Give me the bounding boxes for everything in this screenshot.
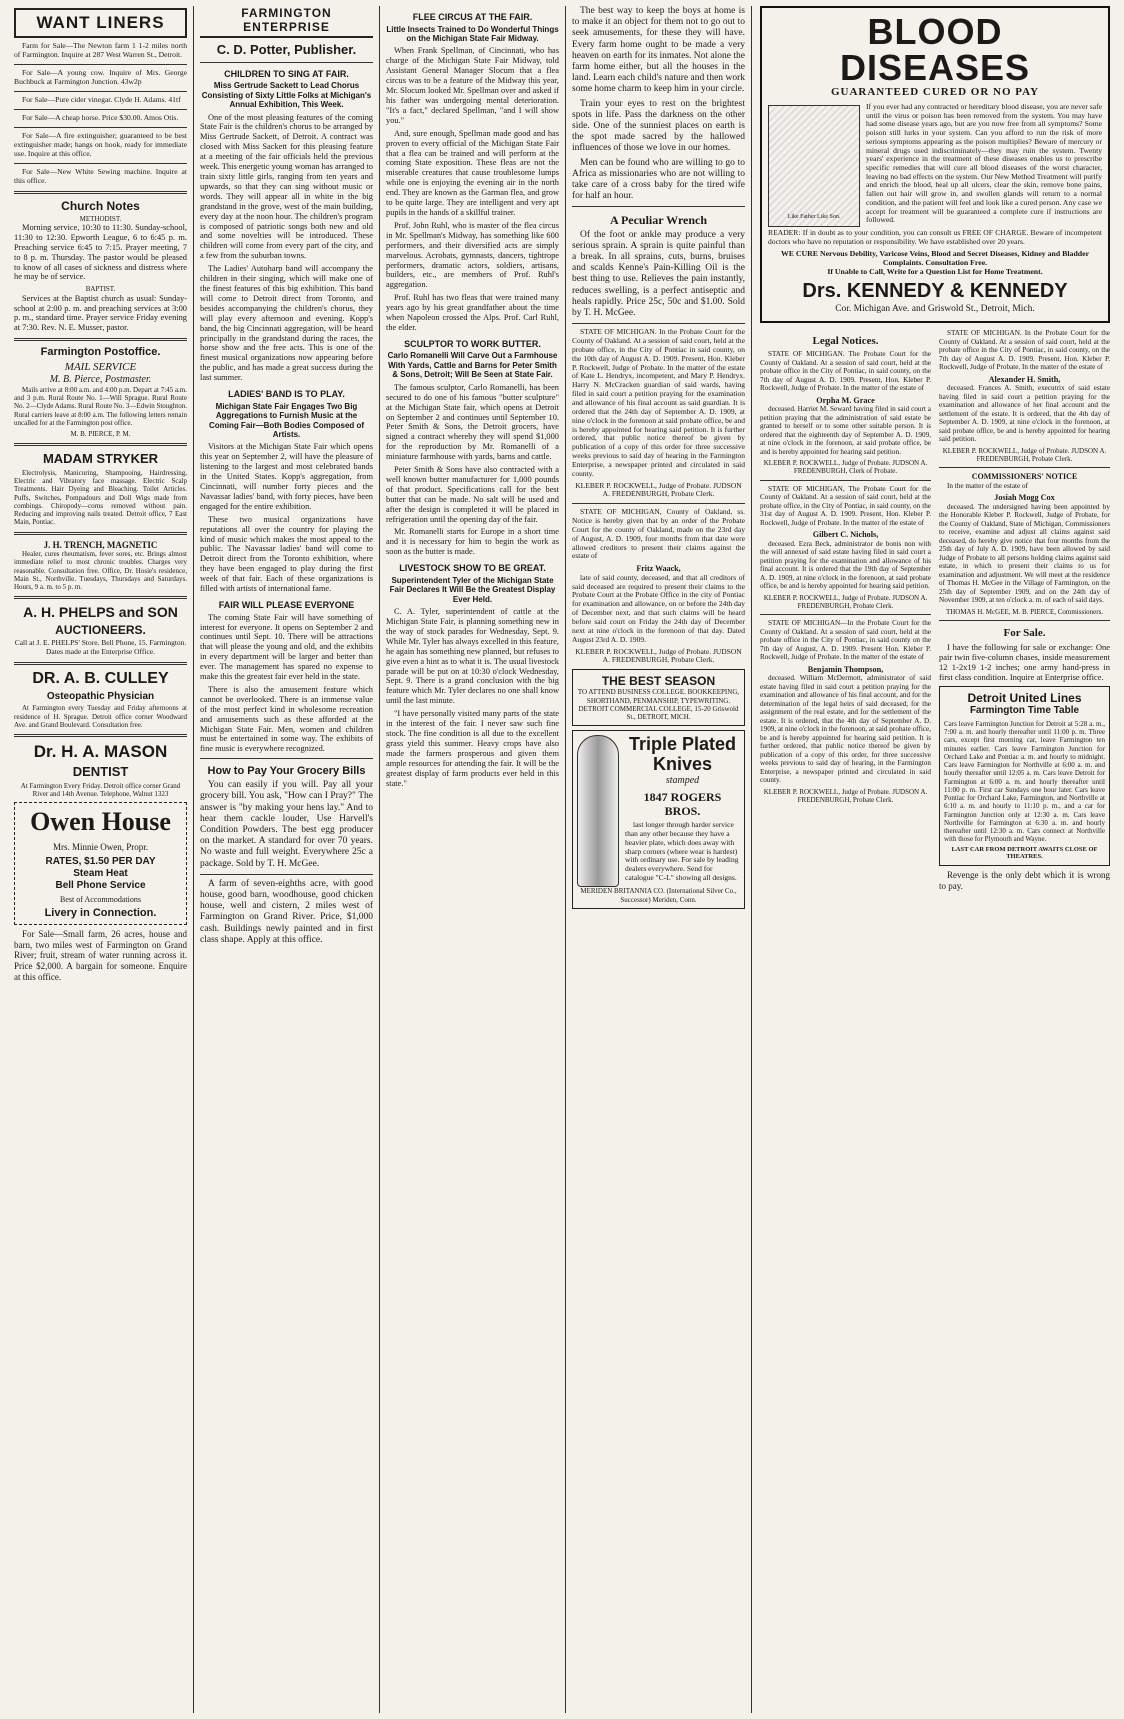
legal-area [760,329,1110,894]
legal-nichols-b: deceased. Ezra Beck, administrator de bonis non with the will annexed of said estate having filed in said court a petition praying for the examination and allowance of his final account. It is ordered that the 19th day of September A. D. 1909, at nine o'clock in the forenoon, at said probate office, be and is hereby appointed for hearing said petition. [760,539,931,591]
baptist-heading: BAPTIST. [85,285,116,294]
blood-cure: WE CURE Nervous Debility, Varicose Veins, Blood and Secret Diseases, Kidney and Bladder Complaints. Consultation Free. [780,248,1090,268]
culley-title: DR. A. B. CULLEY [32,669,169,687]
forsale-title: For Sale. [1003,626,1046,639]
legal-grace-sign: KLEBER P. ROCKWELL, Judge of Probate. JUDSON A. FREDENBURGH, Clerk of Probate. [763,459,928,476]
column-5 [752,6,1116,1713]
publisher: C. D. Potter, Publisher. [216,42,357,58]
article-sculptor-p1: The famous sculptor, Carlo Romanelli, has been secured to do one of his famous "butter sculpture" at the Michigan State fair, which opens at Detroit on September 2 and continues until September 10. Peter Smith & Sons, the Detroit grocers, have signed a contract whereby they will spend $1,000 for the reproduction by Mr. Romanelli of a miniature farmhouse with yards, barns and cattle. [386,382,559,462]
season-text: TO ATTEND BUSINESS COLLEGE. BOOKKEEPING, SHORTHAND, PENMANSHIP, TYPEWRITING. DETROIT COMMERCIAL COLLEGE, 15-20 Griswold St., DETROIT, MICH. [577,688,740,722]
legal-cox-name: Josiah Mogg Cox [994,493,1055,503]
legal-grace: STATE OF MICHIGAN. The Probate Court for the County of Oakland. At a session of said court, held at the probate office in the City of Pontiac, in said county, on the 7th day of August A. D. 1909. Present, Hon. Kleber P. Rockwell, Judge of Probate. In the matter of the estate of [760,350,931,393]
subhead-children: Miss Gertrude Sackett to Lead Chorus Consisting of Sixty Little Folks at Michigan's Annual Exhibition, This Week. [201,81,372,110]
postoffice-title: Farmington Postoffice. [40,346,161,359]
knives-sub: stamped [665,774,700,786]
want-item: Farm for Sale—The Newton farm 1 1-2 miles north of Farmington. Inquire at 287 West Warren St., Detroit. [14,41,187,59]
legal-grace-b: deceased. Harriet M. Seward having filed in said court a petition praying that the administration of said estate be granted to herself or to some other suitable person. It is ordered that the eighteenth day of September A. D. 1909, at nine o'clock in the forenoon, at said probate office, be and is hereby appointed for hearing said petition. [760,405,931,456]
want-list [14,42,187,185]
postmaster: M. B. Pierce, Postmaster. [49,374,152,386]
culley-text: At Farmington every Tuesday and Friday afternoons at residence of H. Sprague. Detroit office corner Woodward Ave. and Grand Boulevard. Consultation free. [14,704,187,729]
mason-title: Dr. H. A. MASON [33,742,168,762]
magnetic-title: J. H. TRENCH, MAGNETIC [43,539,158,550]
headline-children: CHILDREN TO SING AT FAIR. [224,68,349,79]
legal-cox-b: deceased. The undersigned having been appointed by the Honorable Kleber P. Rockwell, Judge of Probate, for the County of Oakland, State of Michigan, Commissioners to receive, examine and adjust all claims against said deceased, do hereby give notice that four months from the 25th day of July A. D. 1909, have been allowed by said Judge of Probate to all persons holding claims against said estate, in which to present their claims to us for examination and adjustment. We will meet at the residence of Thomas H. McGee in the Village of Farmington, on the 25th day of September 1909, and on the 24th day of November 1909, at ten o'clock a. m. of each of said days. [939,502,1110,605]
blood-address: Cor. Michigan Ave. and Griswold St., Detroit, Mich. [835,304,1035,315]
want-item: For Sale—New White Sewing machine. Inquire at this office. [14,166,187,185]
mail-text: Mails arrive at 8:00 a.m. and 4:00 p.m. Depart at 7:45 a.m. and 3 p.m. Rural Route No. 1—Will Sprague. Rural Route No. 2—Clyde Adams. Rural Route No. 3—Edwin Stoughton. Rural carriers leave at 8:00 a.m. The following letters remain uncalled for at the Farmington post office. [14,385,187,427]
forsale-text: I have the following for sale or exchange: One pair twin five-column chases, inside measurement 12 1-2x19 1-2 inches; one army hand-press in first class condition. Inquire at Enterprise office. [939,641,1110,682]
headline-flea: FLEE CIRCUS AT THE FAIR. [412,12,533,22]
phelps-title: A. H. PHELPS and SON [23,604,178,621]
owen-rates: RATES, $1.50 PER DAY [45,856,156,868]
knives-title: Triple Plated Knives [628,734,737,775]
detroit-last: LAST CAR FROM DETROIT AWAITS CLOSE OF THEATRES. [951,845,1098,861]
headline-wrench: A Peculiar Wrench [609,213,708,228]
article-fair-p1: The coming State Fair will have something of interest for everyone. It opens on September 2 and continues until Sept. 10. There will be attractions that will please the young and old, and the exhibits in every department will be larger and better than ever. The management has spared no expense to make this the greatest fair ever held in the state. [200,612,373,682]
knives-maker: MERIDEN BRITANNIA CO. (International Silver Co., Successor) Meriden, Conn. [580,887,737,904]
bright-spots-text: Train your eyes to rest on the brightest spots in life. Pass the darkness on the other side. One of the sunniest places on earth is the spot made sacred by the hallowed influences of those we love in our homes. [572,98,745,154]
knives-text: last longer through harder service than any other because they have a heavier plate, which does away with sharp corners (where wear is hardest) with ordinary use. For sale by leading dealers everywhere. Send for catalogue "C-L" showing all designs. [625,820,739,883]
stryker-text: Electrolysis, Manicuring, Shampooing, Hairdressing, Electric and Vibratory face massage. Electric Scalp Treatments. Hair Dyeing and Bleaching. Toilet Articles. Puffs, Switches, Pompadours and Doll Wigs made from combings. Chiropody—corns removed without pain. Reducing and improving nails treated. Detroit office, 7 East Main, Pontiac. [14,468,187,527]
grocery-text: You can easily if you will. Pay all your grocery bill. You ask, "How can I Pray?" The answer is "by making your hens lay." And to hear them cackle louder, Use Harvell's Condition Powders. The best egg producer on the market. A standard for over 70 years. No waste and full weight. Everywhere 25c a package. Sold by T. H. McGee. [200,780,373,869]
boys-home-text: The best way to keep the boys at home is to make it an object for them not to go out to seek amusements, for these they will have. Every farm home ought to be made a very heaven on earth for its inmates. Not alone the farm home either, but all the houses in the land. Learn each child's nature and then work some home charm to keep him in your circle. [572,6,745,95]
legal-nichols: STATE OF MICHIGAN, The Probate Court for the County of Oakland. At a session of said court, held at the probate office, in the City of Pontiac, in said county, on the 31st day of August A. D. 1909. Present, Hon. Kleber P. Rockwell, Judge of Probate. In the matter of the estate of [760,484,931,527]
article-children-p2: The Ladies' Autoharp band will accompany the children in their singing, which will make one of the finest features of this big exhibition. This band will come to Detroit direct from Toronto, and besides accompanying the children's chorus, they will play every afternoon and evening. Kopp's band, the big Cincinnati aggregation, will be heard principally in the grandstand during the races, the horse show and the free acts. This is one of the finest musical organizations now appearing before the public, and has made a great success during the last summer. [200,264,373,383]
blood-doctors: Drs. KENNEDY & KENNEDY [802,280,1068,303]
column-3 [380,6,566,1713]
subhead-flea: Little Insects Trained to Do Wonderful Things on the Michigan State Fair Midway. [386,24,559,44]
legal-grace-name: Orpha M. Grace [816,395,875,405]
legal-cox-sign: THOMAS H. McGEE, M. B. PIERCE, Commissioners. [945,607,1104,616]
legal-cox: In the matter of the estate of [947,481,1029,490]
article-flea-p1: When Frank Spellman, of Cincinnati, who has charge of the Michigan State Fair Midway, told Assistant General Manager Slocum that a flea circus was to be a feature of the Midway this year, Mr. Slocum looked Mr. Spellman over and asked if his father was undergoing mental deterioration. "It's a fact," declared Spellman, "and I will show you." [386,46,559,125]
rogers-knives-ad [572,730,745,909]
headline-grocery: How to Pay Your Grocery Bills [207,765,366,778]
commissioners-title: COMMISSIONERS' NOTICE [971,472,1078,482]
blood-sub: GUARANTEED CURED OR NO PAY [830,86,1040,98]
revenge-text: Revenge is the only debt which it is wrong to pay. [939,869,1110,891]
owen-steam: Steam Heat [73,868,128,880]
legal-nichols-sign: KLEBER P. ROCKWELL, Judge of Probate. JUDSON A. FREDENBURGH, Probate Clerk. [763,593,928,610]
legal-waack: STATE OF MICHIGAN, County of Oakland, ss. Notice is hereby given that by an order of the Probate Court for the county of Oakland, made on the 23rd day of August, A. D. 1909, four months from that date were allowed creditors to present their claims against the estate of [572,507,745,561]
detroit-text: Cars leave Farmington Junction for Detroit at 5:28 a. m., 7:00 a. m. and hourly thereafter until 11:00 p. m. Three cars, except first morning car, leave Farmington ten minutes earlier. Cars leave Farmington Junction for Orchard Lake and Pontiac a. m. and hourly to midnight. Cars leave Farmington for Northville at 6:00 a. m. and hourly thereafter until 12:05 a. m. Cars leave Detroit for Farmington at 6:00 a. m. and hourly thereafter until 11:00 p. m. First car Sundays one hour later. Cars leave Pontiac for Orchard Lake, Farmington, and Northville at 6:10 a. m. and hourly to 11:10 p. m., and a car for Farmington Junction only at 12:30 a. m. Cars leave Northville for Farmington at 6:30 a. m. and hourly thereafter until 12:30 a. m. Cars connect at Northville with those for Plymouth and Wayne. [944,719,1105,844]
want-item: For Sale—A cheap horse. Price $30.00. Amos Otis. [22,112,179,122]
subhead-ladies-band: Michigan State Fair Engages Two Big Aggregations to Furnish Music at the Coming Fair—Both Bodies Composed of Artists. [208,401,365,439]
blood-reader: READER: If in doubt as to your condition, you can consult us FREE OF CHARGE. Beware of incompetent doctors who have no reputation or responsibility. We have established over 20 years. [768,227,1102,246]
missionaries-text: Men can be found who are willing to go to Africa as missionaries who are not willing to take care of a cross baby for the tired wife for half an hour. [572,157,745,202]
owen-livery: Livery in Connection. [44,907,157,920]
knives-brand: 1847 ROGERS BROS. [643,789,722,818]
phelps-text: Call at J. E. PHELPS' Store. Bell Phone, 15. Farmington. Dates made at the Enterprise Office. [14,638,187,656]
baptist-text: Services at the Baptist church as usual: Sunday-school at 2:00 p. m. and preaching services at 3:00 p. m., standard time. Prayer service Friday evening at 7:30. Rev. N. E. Musser, pastor. [14,293,187,333]
article-band-p2: These two musical organizations have reputations all over the country for playing the kind of music which makes the most appeal to the public. The Navassar ladies' band will come to Detroit direct from the Toronto exhibition, where they have been engaged to play during the first week of that fair. Each of these organizations is filled with artists of international fame. [200,514,373,594]
article-livestock-p1: C. A. Tyler, superintendent of cattle at the Michigan State Fair, is planning something new in the way of stock parades for Wednesday, Sept. 9. While Mr. Tyler has always excelled in this feature, he again has something new planned, but refuses to give even a hint as to what it is. The usual livestock parade will be put on at 10:30 o'clock Wednesday, Sept. 9. There is a grand conclusion with the big feature which Mr. Tyler declares no one shall know until the last minute. [386,607,559,706]
headline-ladies-band: LADIES' BAND IS TO PLAY. [228,389,345,400]
want-item: For Sale—A fire extinguisher; guaranteed to be best extinguisher made; hangs on hook, ready for immediate use. Inquire at this office. [14,130,187,158]
headline-fair-please: FAIR WILL PLEASE EVERYONE [218,599,355,610]
farm-sale: For Sale—Small farm, 26 acres, house and barn, two miles west of Farmington on Grand River; fruit, stream of water running across it. Price $2,000. A bargain for someone. Enquire at this office. [14,929,187,982]
legal-thompson-sign: KLEBER P. ROCKWELL, Judge of Probate. JUDSON A. FREDENBURGH, Probate Clerk. [763,787,928,804]
subhead-sculptor: Carlo Romanelli Will Carve Out a Farmhouse With Yards, Cattle and Barns for Peter Smith & Sons, Detroit; Will Be Seen at State Fair. [387,351,558,380]
article-band-p1: Visitors at the Michigan State Fair which opens this year on September 2, will have the pleasure of listening to the largest and most celebrated bands in the United States. Kopp's aggregation, from Cincinnati, will number forty pieces and the Navassar ladies' band, with forty pieces, have been engaged for the entire exhibition. [200,442,373,511]
legal-thompson-name: Benjamin Thompson, [807,664,884,674]
headline-livestock: LIVESTOCK SHOW TO BE GREAT. [399,563,546,574]
article-children-p1: One of the most pleasing features of the coming State Fair is the children's chorus to be arranged by Miss Gertrude Sackett, of Detroit. A contract was closed with Miss Sackett for this pleasing feature at a meeting of the fair officials held the previous week. This energetic young woman has arranged to train sixty little girls, ranging from ten years and upwards, so that they can sing without music or words. They will appear all in white in the big grandstand in the grove, west of the main building, every day at the noon hour. The children's program is composed of patriotic songs both new and old and some novelties will be introduced. These children will come from every part of the city, and a few from the suburban towns. [200,112,373,261]
column-2 [194,6,380,1713]
knife-icon [577,735,619,887]
stryker-title: MADAM STRYKER [42,451,159,467]
column-4 [566,6,752,1713]
portrait-illustration [768,105,860,227]
blood-diseases-ad [760,6,1110,323]
magnetic-text: Healer, cures rheumatism, fever sores, etc. Brings almost immediate relief to most chronic troubles. Charges very reasonable. Consultation free. Office, Dr. Hosie's residence, Main St., Northville. Tuesdays, Thursdays and Saturdays. Hours, 9 a. m. to 5 p. m. [14,550,187,592]
owen-best: Best of Accommodations [60,894,141,904]
headline-sculptor: SCULPTOR TO WORK BUTTER. [404,338,541,349]
legal-smith-b: deceased. Frances A. Smith, executrix of said estate having filed in said court a petition praying for the examination and allowance of her final account and the settlement of the estate. It is ordered, that the 4th day of September A. D. 1909, at nine o'clock in the forenoon, at said probate office, be and is hereby appointed for hearing said petition. [939,384,1110,444]
legal-thompson-b: deceased. William McDermott, administrator of said estate having filed in said court a petition praying for the examination and allowance of his final account, and for the determination of the legal heirs of said deceased, for the assignment of the real estate, and for the settlement of the estate. It is ordered, that the 4th day of September A. D. 1909, at nine o'clock in the forenoon, at said probate office, be and is hereby appointed for hearing said petition. It is further ordered, that public notice thereof be given by publication of a copy of this order, for three successive weeks previous to said day of hearing, in the Farmington Enterprise, a newspaper printed and circulated in said county. [760,674,932,785]
blood-question: If Unable to Call, Write for a Question List for Home Treatment. [827,267,1043,277]
owen-prop: Mrs. Minnie Owen, Propr. [53,841,148,852]
season-title: THE BEST SEASON [601,674,716,689]
article-flea-p2: And, sure enough, Spellman made good and has proven to every official of the Michigan State Fair that a flea can be trained and will perform at the coming State exposition. These fleas are not the miserable creatures that cause troublesome lumps while one is enjoying the evening air in the north end. They are known as the Garman flea, and grow to be quite large. They are intelligent and very apt pupils in the hands of a skillful trainer. [386,128,559,217]
article-flea-p3: Prof. John Ruhl, who is master of the flea circus in Mr. Spellman's Midway, has something like 600 performers, and their diversified acts are simply marvelous. Acrobats, gymnasts, dancers, tightrope performers, dramatic actors, soldiers, artisans, builders, etc., are members of Prof. Ruhl's aggregation. [386,220,559,290]
legal-hendryx-sign: KLEBER P. ROCKWELL, Judge of Probate. JUDSON A. FREDENBURGH, Probate Clerk. [575,480,742,499]
legal-waack-b: late of said county, deceased, and that all creditors of said deceased are required to present their claims to the Probate Court at the Probate Office in the city of Pontiac for examination and allowance, on or before the 24th day of December next, and that such claims will be heard before said court on Friday the 24th day of December next at nine o'clock in the forenoon of that day. Dated August 23rd A. D. 1909. [572,572,745,644]
want-item: For Sale—A young cow. Inquire of Mrs. George Buchbuck at Farmington Junction. 43w2p [14,67,187,86]
owen-phone: Bell Phone Service [55,879,146,891]
portrait-caption: Like Father Like Son. [787,213,841,220]
methodist-text: Morning service, 10:30 to 11:30. Sunday-school, 11:30 to 12:30. Epworth League, 6 to 6:45 p. m. Preaching service 6:45 to 7:15. Prayer meeting, 7 to 8 p. m. Thursday. The pastor would be pleased to know of all cases of sickness and distress where he may be of service. [14,222,187,282]
farm-ad: A farm of seven-eighths acre, with good house, good barn, woodhouse, good chicken house, well and cistern, 2 miles west of Farmington on Grand River. Price, $1,000 cash. Buildings newly painted and in first class shape. Apply at this office. [200,878,373,945]
blood-text: If you ever had any contracted or hereditary blood disease, you are never safe until the virus or poison has been removed from the system. You may have had some disease years ago, but are you now free from all symptoms? Some poison still lurks in your system. Can you afford to run the risk of more serious symptoms appearing as the poison multiplies? Beware of mercury or mineral drugs used indiscriminately—they may ruin the system. Twenty years' experience in the treatment of these diseases enables us to prescribe specific remedies that will cure all blood diseases of the worst character, leaving no bad effects on the system. Our New Method Treatment will purify and enrich the blood, heal up all ulcers, clear the skin, remove bone pains, fallen out hair will grow in, and swollen glands will return to a normal condition, and the patient will feel and look like a cured person. Any case we accept for treatment will be guaranteed a complete cure if instructions are followed. [866,101,1102,225]
column-1 [8,6,194,1713]
legal-waack-name: Fritz Waack, [636,564,681,574]
mail-service: MAIL SERVICE [64,361,137,374]
legal-notices-title: Legal Notices. [812,335,879,348]
article-sculptor-p2: Peter Smith & Sons have also contracted with a well known butter manufacturer for 1,000 pounds of that product. Specifications call for the best butter that can be made. No salt will be used and after the design is completed it will be placed in refrigeration until the opening day of the fair. [386,465,559,524]
mason-sub: DENTIST [72,764,129,780]
owen-house-ad [14,802,187,925]
want-liners-title: WANT LINERS [14,8,187,38]
mason-text: At Farmington Every Friday. Detroit office corner Grand River and 14th Avenue. Telephone, Walnut 1323 [20,781,181,798]
legal-thompson: STATE OF MICHIGAN—In the Probate Court for the County of Oakland. At a session of said court, held at the probate office in the City of Pontiac, in said county on the 7th day of August, A. D. 1909. Present Hon. Kleber P. Rockwell, Judge of Probate. In the matter of the estate of [760,619,931,662]
legal-smith: STATE OF MICHIGAN. In the Probate Court for the County of Oakland. At a session of said court, held at the probate office in the City of Pontiac, in said county, on the 7th day of August A. D. 1909. Present, Hon. Kleber P. Rockwell, Judge of Probate. In the matter of the estate of [939,329,1110,372]
detroit-title: Detroit United Lines [967,690,1082,705]
legal-nichols-name: Gilbert C. Nichols, [812,530,879,540]
article-flea-p4: Prof. Ruhl has two fleas that were trained many years ago by his great grandfather about the time when Napoleon crossed the Alps. Prof. Carl Ruhl, the elder. [386,293,559,332]
article-livestock-p2: "I have personally visited many parts of the state in the interest of the fair. I never saw such fine stock. The fine condition is all due to the excellent grass yield this summer. Heavy crops have also made the farmers prosperous and given them ample resources for attending the fair. It will be the greatest display of farm products ever held in this state." [386,709,559,788]
article-sculptor-p3: Mr. Romanelli starts for Europe in a short time and it is necessary for him to begin the work as soon as the butter is made. [386,527,559,557]
owen-title: Owen House [30,807,171,837]
legal-hendryx: STATE OF MICHIGAN. In the Probate Court for the County of Oakland. At a session of said court, held at the probate office, in the City of Pontiac in said county, on the 10th day of August A. D. 1909. Present, Hon. Kleber P. Rockwell, Judge of Probate. In the matter of the estate of Kate L. Hendryx, incompetent, and Mary P. Hendryx. Harry N. McCracken guardian of said wards, having filed in said court a petition praying for the examination and allowance of his final account as said guardian. It is ordered that the 24th day of September A. D. 1909, at nine o'clock in the forenoon at said probate office, be and is hereby appointed for hearing said petition. It is further ordered, that public notice thereof be given by publication of a copy of this order for three successive weeks previous to said day of hearing in the Farmington Enterprise, a newspaper printed and circulated in said county. [572,327,745,478]
mail-sign: M. B. PIERCE, P. M. [70,430,131,439]
wrench-text: Of the foot or ankle may produce a very serious sprain. A sprain is quite painful than a break. In all sprains, cuts, burns, bruises and scalds Kenne's Pain-Killing Oil is the best thing to use. Relieves the pain instantly, reduces swelling, is a perfect antiseptic and heals rapidly. Price 25c, 50c and $1.00. Sold by T. H. McGee. [572,229,745,319]
masthead: FARMINGTON ENTERPRISE [200,6,373,38]
want-item: For Sale—Pure cider vinegar. Clyde H. Adams. 41tf [22,94,181,104]
business-college-ad [572,669,745,726]
detroit-sub: Farmington Time Table [969,705,1080,717]
legal-left-column [760,329,931,894]
subhead-livestock: Superintendent Tyler of the Michigan State Fair Declares It Will Be the Greatest Display Ever Held. [389,575,556,604]
phelps-sub: AUCTIONEERS. [55,622,146,637]
legal-smith-sign: KLEBER P. ROCKWELL, Judge of Probate. JUDSON A. FREDENBURGH, Probate Clerk. [942,446,1107,463]
culley-sub: Osteopathic Physician [46,690,155,702]
legal-waack-sign: KLEBER P. ROCKWELL, Judge of Probate. JUDSON A. FREDENBURGH, Probate Clerk. [575,646,742,665]
church-notes-title: Church Notes [61,198,140,213]
legal-smith-name: Alexander H. Smith, [988,374,1061,384]
blood-title: BLOOD DISEASES [839,11,1031,88]
article-fair-p2: There is also the amusement feature which cannot be overlooked. There is an immense value of the most perfect kind in wholesome recreation and amusements such as these afforded at the Michigan State Fair. Men, women and children must be entertained in some way. The exhibits of fine music is everywhere recognized. [200,684,373,754]
detroit-united-ad [939,686,1110,866]
legal-right-column [939,329,1110,894]
methodist-heading: METHODIST. [79,214,122,223]
